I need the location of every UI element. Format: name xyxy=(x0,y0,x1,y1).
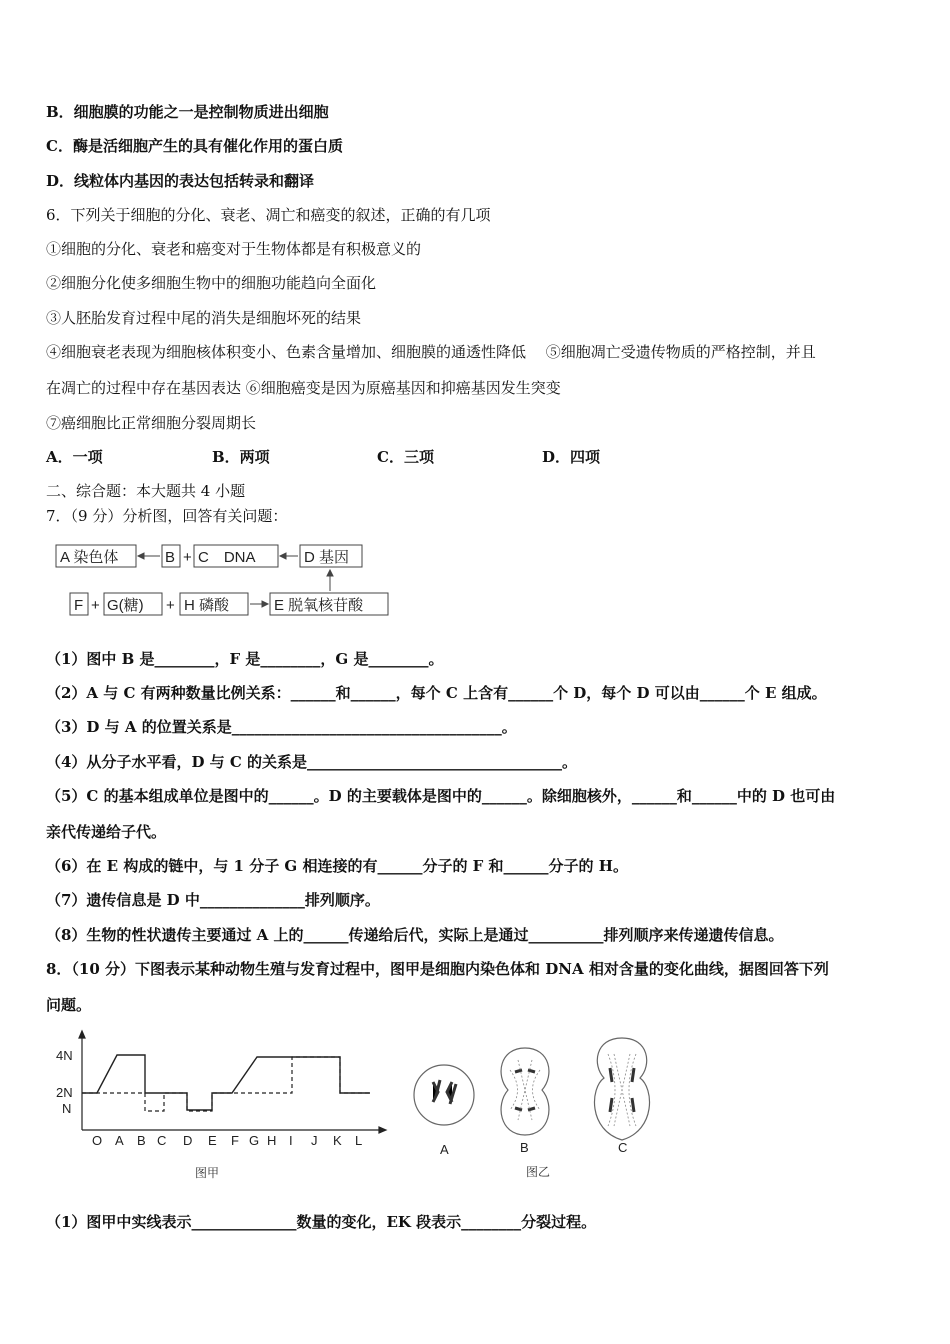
flow-label-a: A 染色体 xyxy=(60,549,119,566)
graph-xlabel-h: H xyxy=(267,1133,277,1148)
cell-b-chromosomes xyxy=(515,1070,535,1110)
cell-c xyxy=(594,1038,649,1140)
graph-ylabel-4n: 4N xyxy=(56,1048,73,1063)
cell-a-chromosomes xyxy=(433,1080,456,1104)
graph-xlabel-f: F xyxy=(231,1133,239,1148)
graph-xlabel-k: K xyxy=(333,1133,342,1148)
text-line-q6s1: ①细胞的分化、衰老和癌变对于生物体都是有积极意义的 xyxy=(46,240,422,258)
text-line-q6s3: ③人胚胎发育过程中尾的消失是细胞坏死的结果 xyxy=(46,309,362,327)
text-line-q6: 6．下列关于细胞的分化、衰老、凋亡和癌变的叙述，正确的有几项 xyxy=(46,206,491,224)
graph-xlabel-d: D xyxy=(183,1133,193,1148)
cells-caption: 图乙 xyxy=(526,1165,551,1179)
flow-label-h: H 磷酸 xyxy=(184,597,230,614)
text-line-q6s5: 在凋亡的过程中存在基因表达 ⑥细胞癌变是因为原癌基因和抑癌基因发生突变 xyxy=(46,379,561,397)
cell-label-c: C xyxy=(618,1140,628,1155)
text-line-q7p6: （6）在 E 构成的链中，与 1 分子 G 相连接的有______分子的 F 和______分子的 H。 xyxy=(46,857,628,875)
flow-label-c: C DNA xyxy=(198,549,256,566)
graph-dashed-line xyxy=(82,1057,370,1111)
text-line-q7p1: （1）图中 B 是________，F 是________，G 是________。 xyxy=(46,650,444,668)
q6-option-a: A．一项 xyxy=(46,448,103,466)
graph-xlabel-o: O xyxy=(92,1133,103,1148)
q7-flow-diagram xyxy=(50,538,410,622)
flow-label-d: D 基因 xyxy=(304,549,350,566)
text-line-q7p4: （4）从分子水平看，D 与 C 的关系是__________________________________。 xyxy=(46,753,578,771)
text-line-q7p7: （7）遗传信息是 D 中______________排列顺序。 xyxy=(46,891,380,909)
graph-xlabel-a: A xyxy=(115,1133,124,1148)
cell-a xyxy=(414,1065,474,1125)
graph-xlabel-j: J xyxy=(311,1133,318,1148)
graph-caption: 图甲 xyxy=(195,1166,220,1180)
text-line-q6s4: ④细胞衰老表现为细胞核体积变小、色素含量增加、细胞膜的通透性降低 ⑤细胞凋亡受遗传物质的严格控制，并且 xyxy=(46,343,816,361)
text-line-sec2: 二、综合题：本大题共 4 小题 xyxy=(46,482,246,500)
text-line-q5d: D．线粒体内基因的表达包括转录和翻译 xyxy=(46,172,315,190)
text-line-q7p5b: 亲代传递给子代。 xyxy=(46,823,167,841)
q6-option-d: D．四项 xyxy=(542,448,601,466)
flow-label-b: B xyxy=(165,549,176,566)
text-line-q7: 7．（9 分）分析图，回答有关问题： xyxy=(46,507,288,525)
flow-plus-bc: + xyxy=(183,549,192,566)
text-line-q6s2: ②细胞分化使多细胞生物中的细胞功能趋向全面化 xyxy=(46,274,377,292)
q6-option-b: B．两项 xyxy=(212,448,270,466)
graph-xlabel-l: L xyxy=(355,1133,363,1148)
text-line-q8p1: （1）图甲中实线表示______________数量的变化，EK 段表示________分裂过程。 xyxy=(46,1213,597,1231)
graph-ylabel-n: N xyxy=(62,1101,72,1116)
text-line-q8b: 问题。 xyxy=(46,996,92,1014)
graph-xlabel-c: C xyxy=(157,1133,167,1148)
graph-xlabel-b: B xyxy=(137,1133,146,1148)
graph-solid-line xyxy=(82,1055,370,1110)
graph-xlabel-i: I xyxy=(289,1133,293,1148)
flow-label-e: E 脱氧核苷酸 xyxy=(274,597,364,614)
cell-label-a: A xyxy=(440,1142,449,1157)
graph-xlabel-e: E xyxy=(208,1133,217,1148)
graph-jia xyxy=(52,1025,392,1185)
flow-label-f: F xyxy=(74,597,84,614)
graph-ylabel-2n: 2N xyxy=(56,1085,73,1100)
flow-plus-3: + xyxy=(166,597,175,614)
flow-plus-2: + xyxy=(91,597,100,614)
text-line-q6s7: ⑦癌细胞比正常细胞分裂周期长 xyxy=(46,414,257,432)
graph-xlabel-g: G xyxy=(249,1133,260,1148)
q6-option-c: C．三项 xyxy=(377,448,434,466)
text-line-q8: 8．（10 分）下图表示某种动物生殖与发育过程中，图甲是细胞内染色体和 DNA 相对含量的变化曲线，据图回答下列 xyxy=(46,960,829,978)
text-line-q5b: B．细胞膜的功能之一是控制物质进出细胞 xyxy=(46,103,329,121)
flow-label-g: G(糖) xyxy=(107,597,144,614)
text-line-q7p5: （5）C 的基本组成单位是图中的______。D 的主要载体是图中的______。除细胞核外，______和______中的 D 也可由 xyxy=(46,787,836,805)
text-line-q7p3: （3）D 与 A 的位置关系是____________________________________。 xyxy=(46,718,517,736)
text-line-q5c: C．酶是活细胞产生的具有催化作用的蛋白质 xyxy=(46,137,343,155)
text-line-q7p8: （8）生物的性状遗传主要通过 A 上的______传递给后代，实际上是通过__________排列顺序来传递遗传信息。 xyxy=(46,926,784,944)
cell-label-b: B xyxy=(520,1140,529,1155)
text-line-q7p2: （2）A 与 C 有两种数量比例关系：______和______，每个 C 上含有______个 D，每个 D 可以由______个 E 组成。 xyxy=(46,684,827,702)
cells-yi xyxy=(400,1030,680,1180)
